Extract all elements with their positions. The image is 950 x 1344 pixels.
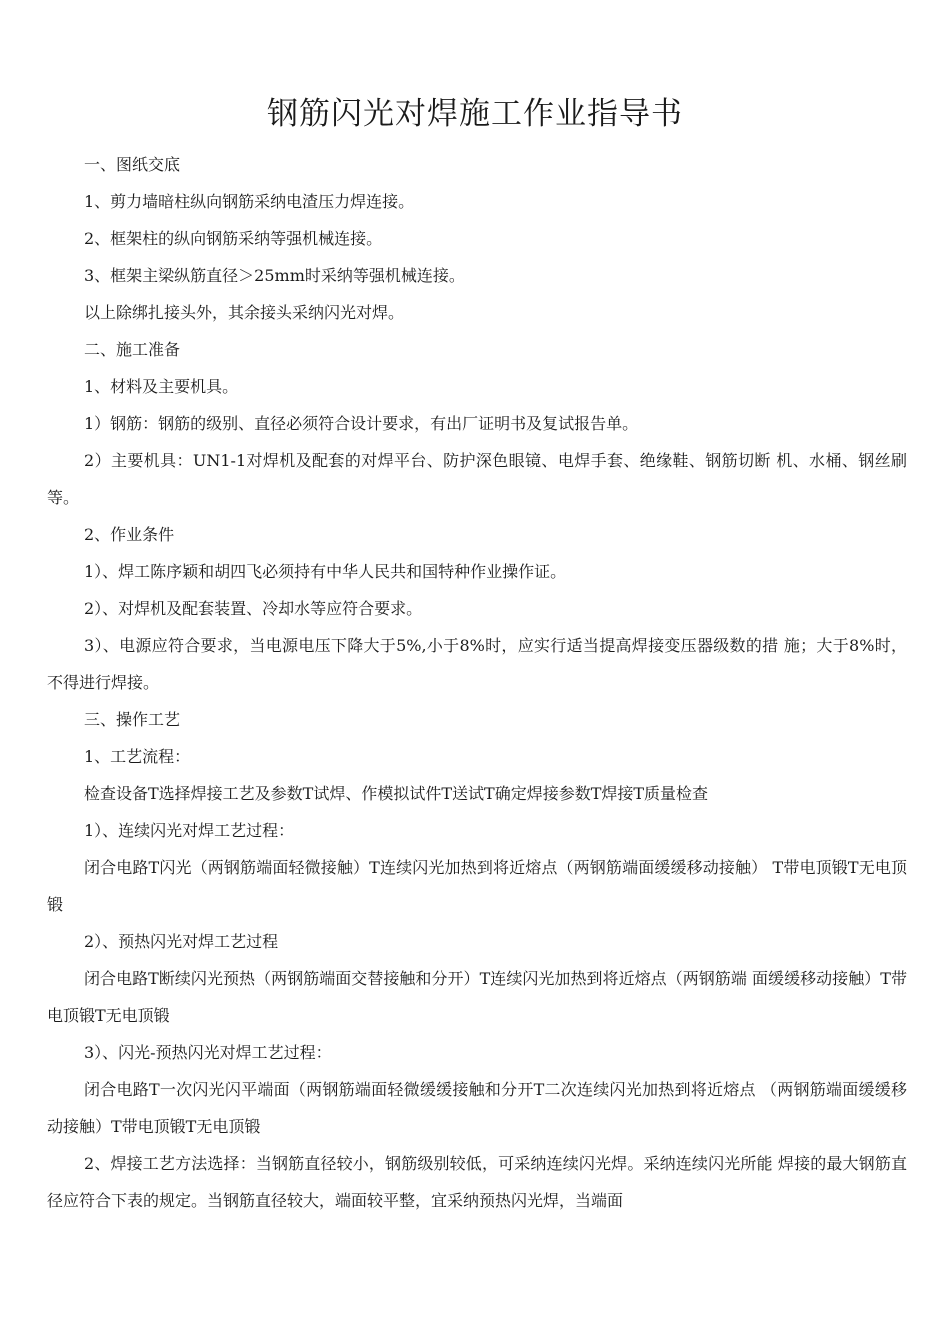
paragraph: 2、作业条件 — [84, 525, 175, 544]
paragraph: 闭合电路T断续闪光预热（两钢筋端面交替接触和分开）T连续闪光加热到将近熔点（两钢筋端 面缓缓移动接触）T带电顶锻T无电顶锻 — [47, 969, 907, 1025]
document-title: 钢筋闪光对焊施工作业指导书 — [267, 96, 683, 132]
paragraph: 3）、闪光-预热闪光对焊工艺过程： — [84, 1043, 332, 1062]
paragraph: 检查设备T选择焊接工艺及参数T试焊、作模拟试件T送试T确定焊接参数T焊接T质量检查 — [84, 784, 709, 803]
paragraph: 2、框架柱的纵向钢筋采纳等强机械连接。 — [84, 229, 383, 248]
paragraph: 3）、电源应符合要求，当电源电压下降大于5%,小于8%时，应实行适当提高焊接变压器级数的措 施；大于8%时，不得进行焊接。 — [47, 636, 907, 692]
paragraph: 1）钢筋：钢筋的级别、直径必须符合设计要求，有出厂证明书及复试报告单。 — [84, 414, 639, 433]
paragraph: 2）、对焊机及配套装置、冷却水等应符合要求。 — [84, 599, 423, 618]
section-heading: 一、图纸交底 — [84, 155, 181, 174]
paragraph: 1）、焊工陈序颖和胡四飞必须持有中华人民共和国特种作业操作证。 — [84, 562, 567, 581]
paragraph: 以上除绑扎接头外，其余接头采纳闪光对焊。 — [84, 303, 405, 322]
paragraph: 2、焊接工艺方法选择：当钢筋直径较小，钢筋级别较低，可采纳连续闪光焊。采纳连续闪光所能 焊接的最大钢筋直径应符合下表的规定。当钢筋直径较大，端面较平整，宜采纳预热闪光焊，当端面 — [47, 1154, 907, 1210]
document-body — [47, 146, 907, 1219]
paragraph: 3、框架主梁纵筋直径＞25mm时采纳等强机械连接。 — [84, 266, 465, 285]
section-heading: 三、操作工艺 — [84, 710, 181, 729]
paragraph: 1）、连续闪光对焊工艺过程： — [84, 821, 295, 840]
section-heading: 二、施工准备 — [84, 340, 181, 359]
paragraph: 1、剪力墙暗柱纵向钢筋采纳电渣压力焊连接。 — [84, 192, 415, 211]
paragraph: 2）主要机具：UN1-1对焊机及配套的对焊平台、防护深色眼镜、电焊手套、绝缘鞋、钢筋切断 机、水桶、钢丝刷等。 — [47, 451, 907, 507]
paragraph: 2）、预热闪光对焊工艺过程 — [84, 932, 279, 951]
paragraph: 1、材料及主要机具。 — [84, 377, 239, 396]
paragraph: 闭合电路T一次闪光闪平端面（两钢筋端面轻微缓缓接触和分开T二次连续闪光加热到将近熔点 （两钢筋端面缓缓移动接触）T带电顶锻T无电顶锻 — [47, 1080, 907, 1136]
paragraph: 1、工艺流程： — [84, 747, 191, 766]
paragraph: 闭合电路T闪光（两钢筋端面轻微接触）T连续闪光加热到将近熔点（两钢筋端面缓缓移动接触） T带电顶锻T无电顶锻 — [47, 858, 907, 914]
